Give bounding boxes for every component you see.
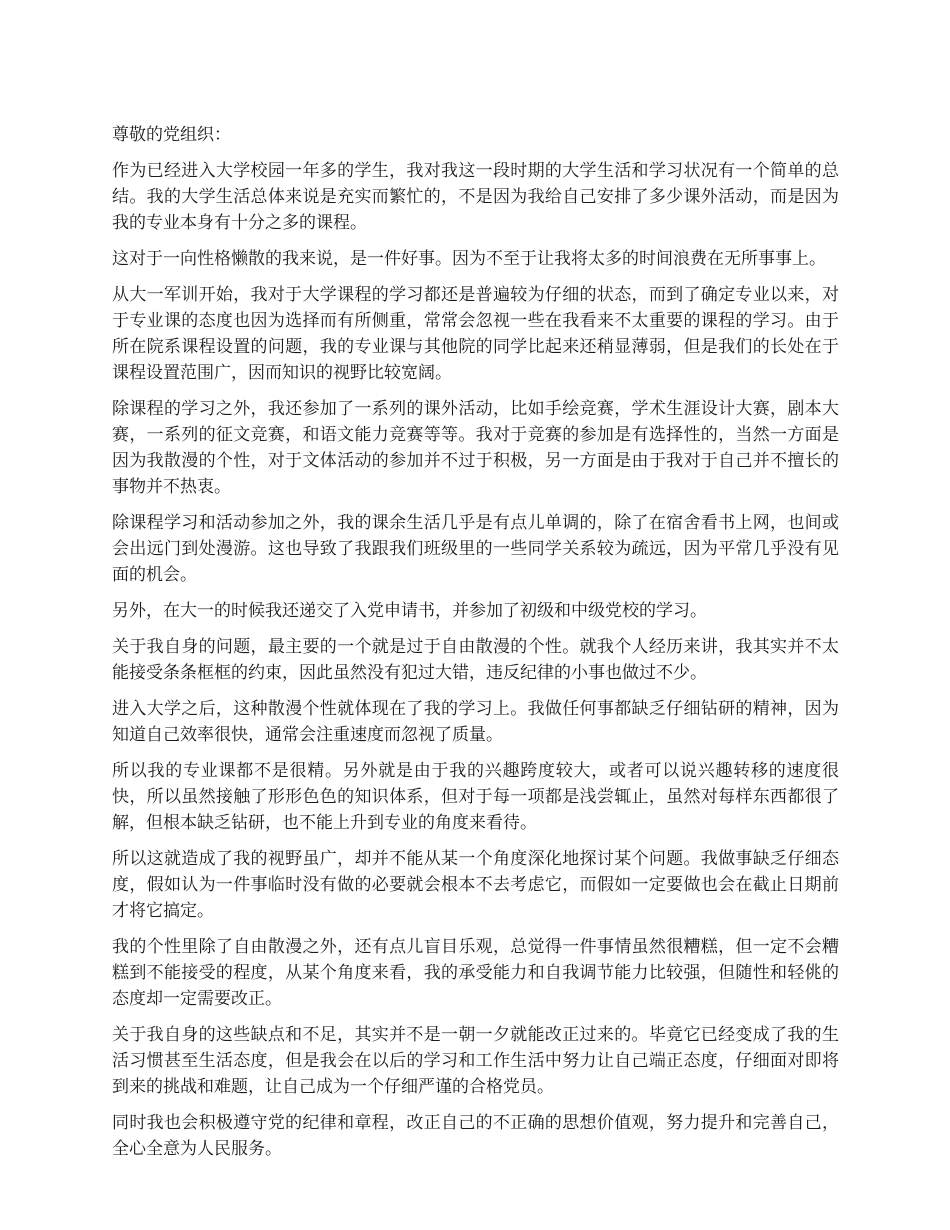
paragraph: 另外，在大一的时候我还递交了入党申请书，并参加了初级和中级党校的学习。 (112, 601, 707, 621)
paragraph: 进入大学之后，这种散漫个性就体现在了我的学习上。我做任何事都缺乏仔细钻研的精神，因为知道自己效率很快，通常会注重速度而忽视了质量。 (112, 699, 839, 745)
paragraph: 关于我自身的问题，最主要的一个就是过于自由散漫的个性。就我个人经历来讲，我其实并不太能接受条条框框的约束，因此虽然没有犯过大错，违反纪律的小事也做过不少。 (112, 637, 839, 683)
paragraph: 所以我的专业课都不是很精。另外就是由于我的兴趣跨度较大，或者可以说兴趣转移的速度很快，所以虽然接触了形形色色的知识体系，但对于每一项都是浅尝辄止，虽然对每样东西都很了解，但根本缺乏钻研，也不能上升到专业的角度来看待。 (112, 761, 839, 833)
paragraph: 关于我自身的这些缺点和不足，其实并不是一朝一夕就能改正过来的。毕竟它已经变成了我的生活习惯甚至生活态度，但是我会在以后的学习和工作生活中努力让自己端正态度，仔细面对即将到来的挑战和难题，让自己成为一个仔细严谨的合格党员。 (112, 1025, 839, 1097)
paragraph: 我的个性里除了自由散漫之外，还有点儿盲目乐观，总觉得一件事情虽然很糟糕，但一定不会糟糕到不能接受的程度，从某个角度来看，我的承受能力和自我调节能力比较强，但随性和轻佻的态度却一定需要改正。 (112, 937, 839, 1009)
salutation: 尊敬的党组织： (112, 125, 231, 145)
document-body (112, 122, 839, 1172)
paragraph: 作为已经进入大学校园一年多的学生，我对我这一段时期的大学生活和学习状况有一个简单的总结。我的大学生活总体来说是充实而繁忙的，不是因为我给自己安排了多少课外活动，而是因为我的专业本身有十分之多的课程。 (112, 161, 839, 233)
paragraph: 除课程学习和活动参加之外，我的课余生活几乎是有点儿单调的，除了在宿舍看书上网，也间或会出远门到处漫游。这也导致了我跟我们班级里的一些同学关系较为疏远，因为平常几乎没有见面的机会。 (112, 513, 839, 585)
paragraph: 所以这就造成了我的视野虽广，却并不能从某一个角度深化地探讨某个问题。我做事缺乏仔细态度，假如认为一件事临时没有做的必要就会根本不去考虑它，而假如一定要做也会在截止日期前才将它搞定。 (112, 849, 839, 921)
paragraph: 从大一军训开始，我对于大学课程的学习都还是普遍较为仔细的状态，而到了确定专业以来，对于专业课的态度也因为选择而有所侧重，常常会忽视一些在我看来不太重要的课程的学习。由于所在院系课程设置的问题，我的专业课与其他院的同学比起来还稍显薄弱，但是我们的长处在于课程设置范围广，因而知识的视野比较宽阔。 (112, 285, 839, 383)
paragraph: 这对于一向性格懒散的我来说，是一件好事。因为不至于让我将太多的时间浪费在无所事事上。 (112, 249, 826, 269)
paragraph: 同时我也会积极遵守党的纪律和章程，改正自己的不正确的思想价值观，努力提升和完善自己，全心全意为人民服务。 (112, 1113, 839, 1159)
paragraph: 除课程的学习之外，我还参加了一系列的课外活动，比如手绘竞赛，学术生涯设计大赛，剧本大赛，一系列的征文竞赛，和语文能力竞赛等等。我对于竞赛的参加是有选择性的，当然一方面是因为我散漫的个性，对于文体活动的参加并不过于积极，另一方面是由于我对于自己并不擅长的事物并不热衷。 (112, 399, 839, 497)
